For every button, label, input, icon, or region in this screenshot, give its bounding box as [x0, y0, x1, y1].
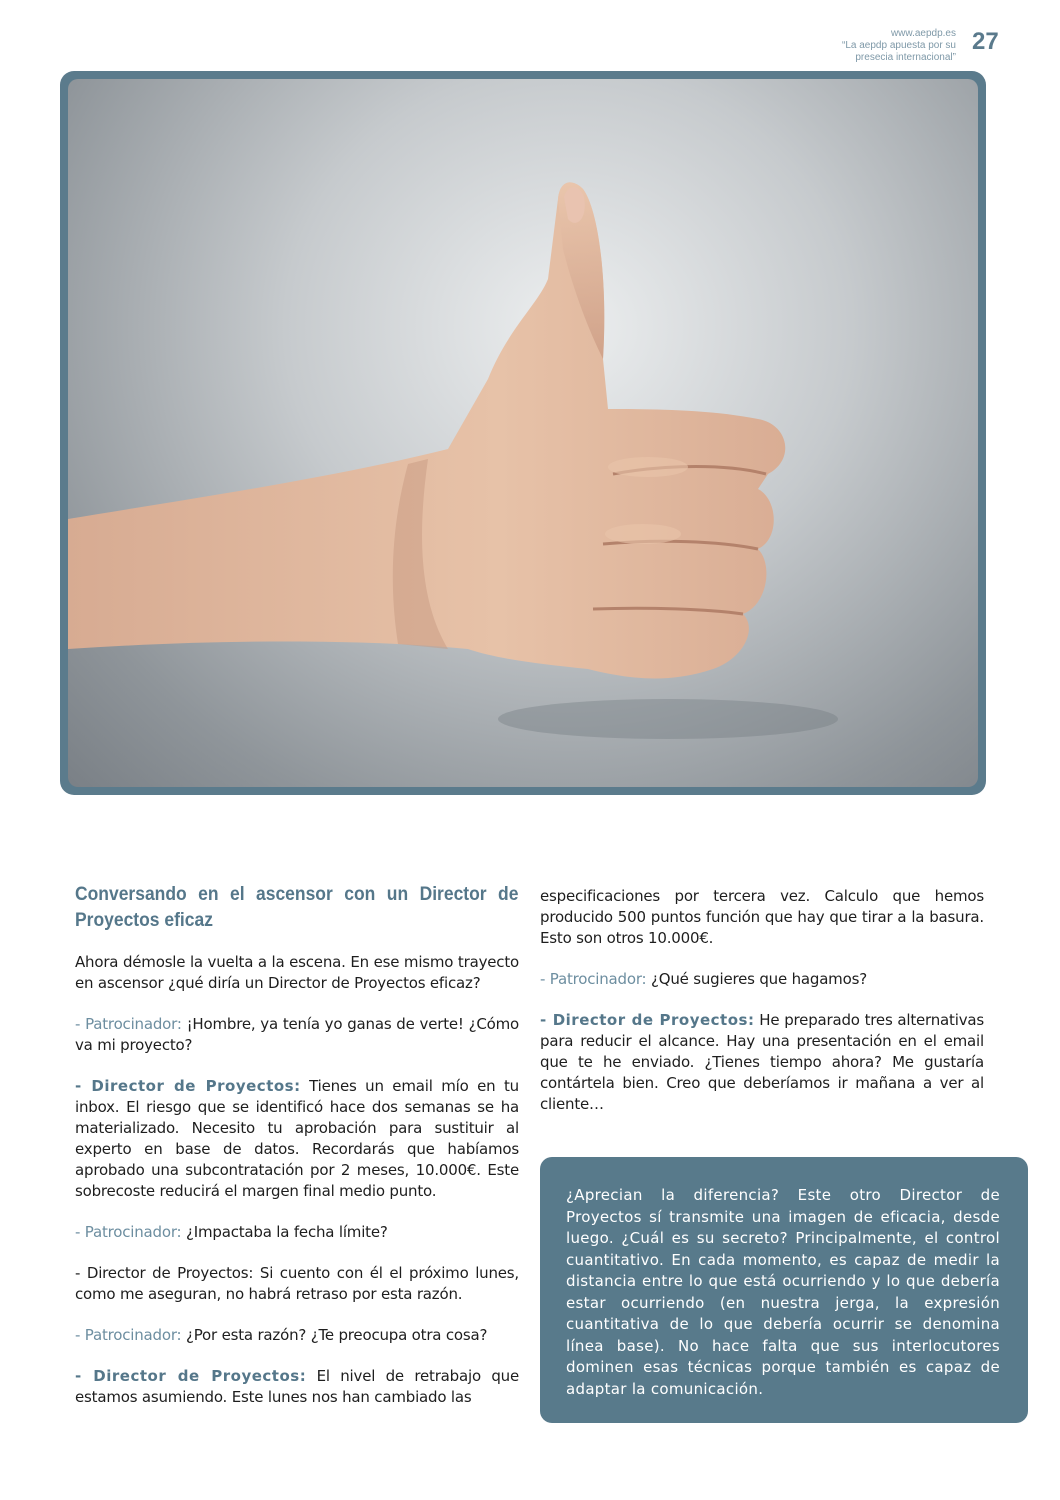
- dialogue-text: ¿Qué sugieres que hagamos?: [646, 970, 867, 988]
- dialogue-line: [75, 1325, 519, 1346]
- speaker-label: - Patrocinador:: [540, 970, 647, 988]
- dialogue-line: [75, 1014, 519, 1056]
- dialogue-text: ¿Por esta razón? ¿Te preocupa otra cosa?: [181, 1326, 488, 1344]
- article-column-left: [75, 882, 519, 1428]
- callout-text: ¿Aprecian la diferencia? Este otro Director de Proyectos sí transmite una imagen de eficacia, desde luego. ¿Cuál es su secreto? Principalmente, el control cuantitativo. En cada momento, es capaz de medir la distancia entre lo que está ocurriendo y lo que debería estar ocurriendo (en nuestra jerga, la expresión cuantitativa de lo que debería ocurrir se denomina línea base). No hace falta que sus interlocutores dominen esas técnicas porque también es capaz de adaptar la comunicación.: [566, 1186, 1000, 1398]
- thumbs-up-photo: [68, 79, 978, 787]
- dialogue-line: [540, 1010, 984, 1115]
- speaker-label: - Patrocinador:: [75, 1015, 182, 1033]
- header-tagline-line1: “La aepdp apuesta por su: [842, 40, 956, 51]
- dialogue-text: ¿Impactaba la fecha límite?: [181, 1223, 388, 1241]
- dialogue-text: El nivel de retrabajo que estamos asumiendo. Este lunes nos han cambiado las: [75, 1367, 519, 1406]
- speaker-label: - Patrocinador:: [75, 1223, 182, 1241]
- intro-paragraph: Ahora démosle la vuelta a la escena. En ese mismo trayecto en ascensor ¿qué diría un Director de Proyectos eficaz?: [75, 953, 519, 992]
- dialogue-line: [75, 1366, 519, 1408]
- dialogue-text: He preparado tres alternativas para reducir el alcance. Hay una presentación en el email que te he enviado. ¿Tienes tiempo ahora? Me gustaría contártela bien. Creo que deberíamos ir mañana a ver al cliente…: [540, 1011, 984, 1113]
- speaker-label: - Director de Proyectos:: [540, 1011, 755, 1029]
- dialogue-continuation: especificaciones por tercera vez. Calculo que hemos producido 500 puntos función que hay que tirar a la basura. Esto son otros 10.000€.: [540, 887, 984, 947]
- page-number: 27: [972, 28, 999, 55]
- dialogue-text: ¡Hombre, ya tenía yo ganas de verte! ¿Cómo va mi proyecto?: [75, 1015, 519, 1054]
- article-column-right: [540, 886, 984, 1135]
- dialogue-line: [540, 969, 984, 990]
- thumbs-up-illustration: [68, 79, 978, 787]
- callout-box: [540, 1157, 1028, 1423]
- header-tagline-line2: presecia internacional”: [855, 52, 956, 63]
- dialogue-line: - Director de Proyectos: Si cuento con él el próximo lunes, como me aseguran, no habrá retraso por esta razón.: [75, 1264, 519, 1303]
- header-tagline: [756, 28, 956, 64]
- speaker-label: - Director de Proyectos:: [75, 1077, 301, 1095]
- header-url: www.aepdp.es: [890, 28, 956, 39]
- speaker-label: - Patrocinador:: [75, 1326, 182, 1344]
- dialogue-line: [75, 1222, 519, 1243]
- speaker-label: - Director de Proyectos:: [75, 1367, 307, 1385]
- photo-frame: [60, 71, 986, 795]
- dialogue-text: Tienes un email mío en tu inbox. El riesgo que se identificó hace dos semanas se ha materializado. Necesito tu aprobación para sustituir al experto en base de datos. Recordarás que habíamos aprobado una subcontratación por 2 meses, 10.000€. Este sobrecoste reducirá el margen final medio punto.: [75, 1077, 519, 1200]
- dialogue-line: [75, 1076, 519, 1202]
- article-heading: Conversando en el ascensor con un Director de Proyectos eficaz: [75, 884, 519, 931]
